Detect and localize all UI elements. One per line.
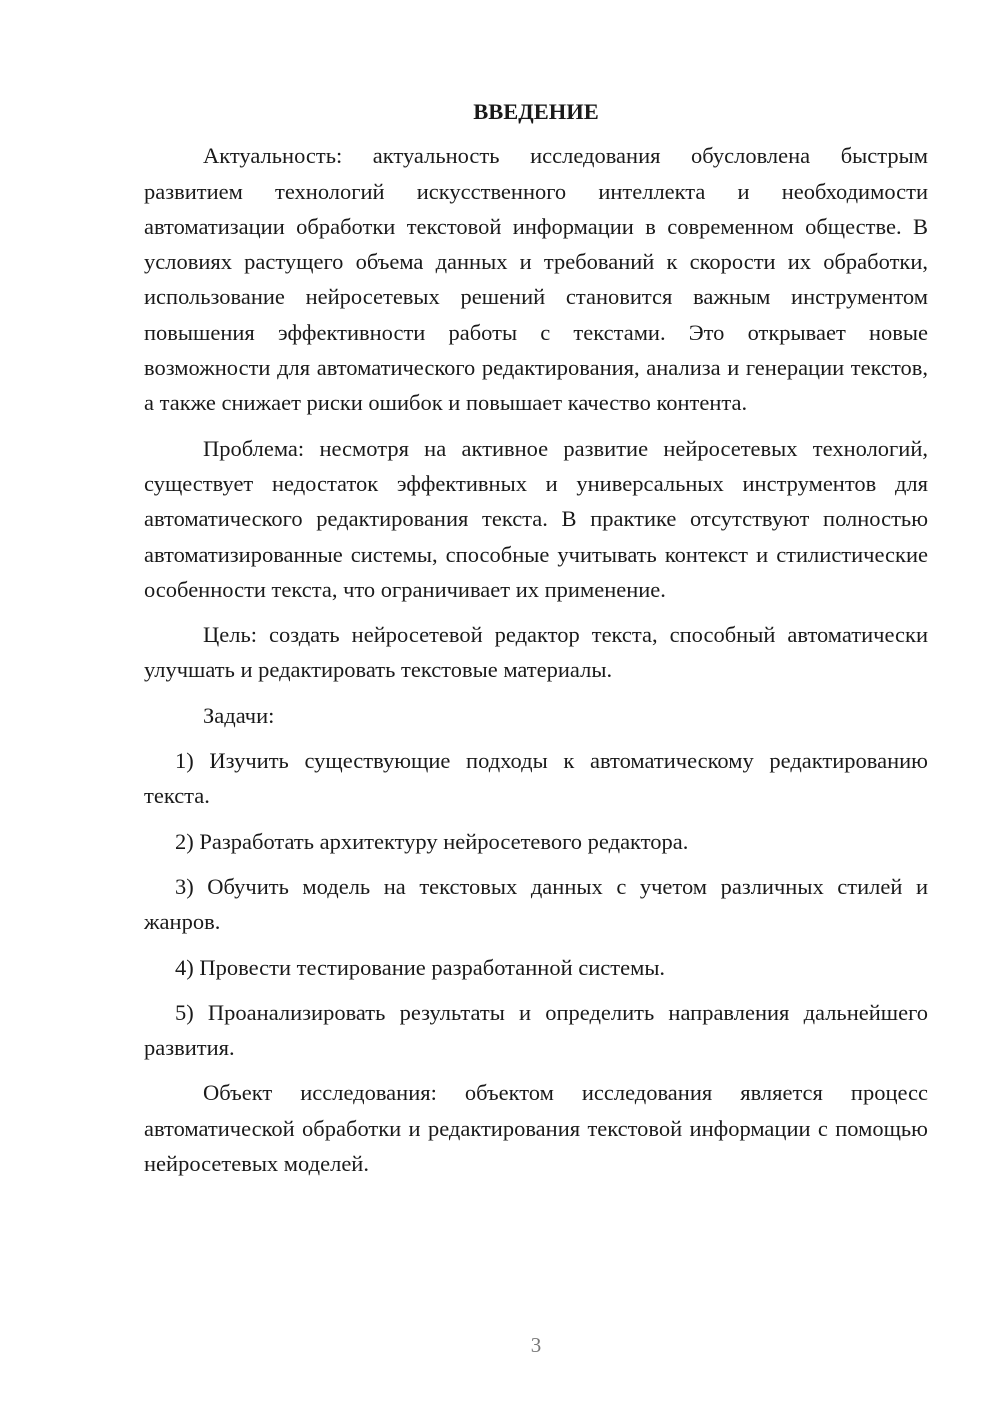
problem-paragraph: Проблема: несмотря на активное развитие нейросетевых технологий, существует недостаток эффективных и универсальных инструментов для автоматического редактирования текста. В практике отсутствуют полностью автоматизированные системы, способные учитывать контекст и стилистические особенности текста, что ограничивает их применение. — [144, 435, 928, 602]
document-body — [144, 94, 928, 1191]
task-item-5: 5) Проанализировать результаты и определить направления дальнейшего развития. — [144, 999, 928, 1061]
task-item-3: 3) Обучить модель на текстовых данных с учетом различных стилей и жанров. — [144, 873, 928, 935]
relevance-paragraph: Актуальность: актуальность исследования обусловлена быстрым развитием технологий искусственного интеллекта и необходимости автоматизации обработки текстовой информации в современном обществе. В условиях растущего объема данных и требований к скорости их обработки, использование нейросетевых решений становится важным инструментом повышения эффективности работы с текстами. Это открывает новые возможности для автоматического редактирования, анализа и генерации текстов, а также снижает риски ошибок и повышает качество контента. — [144, 143, 928, 416]
task-item-1: 1) Изучить существующие подходы к автоматическому редактированию текста. — [144, 748, 928, 809]
page-number: 3 — [530, 1333, 542, 1357]
task-item-2: 2) Разработать архитектуру нейросетевого редактора. — [175, 828, 689, 854]
object-paragraph: Объект исследования: объектом исследования является процесс автоматической обработки и редактирования текстовой информации с помощью нейросетевых моделей. — [144, 1080, 928, 1177]
task-item-4: 4) Провести тестирование разработанной системы. — [175, 954, 666, 980]
tasks-label: Задачи: — [203, 702, 275, 728]
goal-paragraph: Цель: создать нейросетевой редактор текста, способный автоматически улучшать и редактировать текстовые материалы. — [144, 622, 928, 683]
page-title: ВВЕДЕНИЕ — [473, 99, 599, 124]
